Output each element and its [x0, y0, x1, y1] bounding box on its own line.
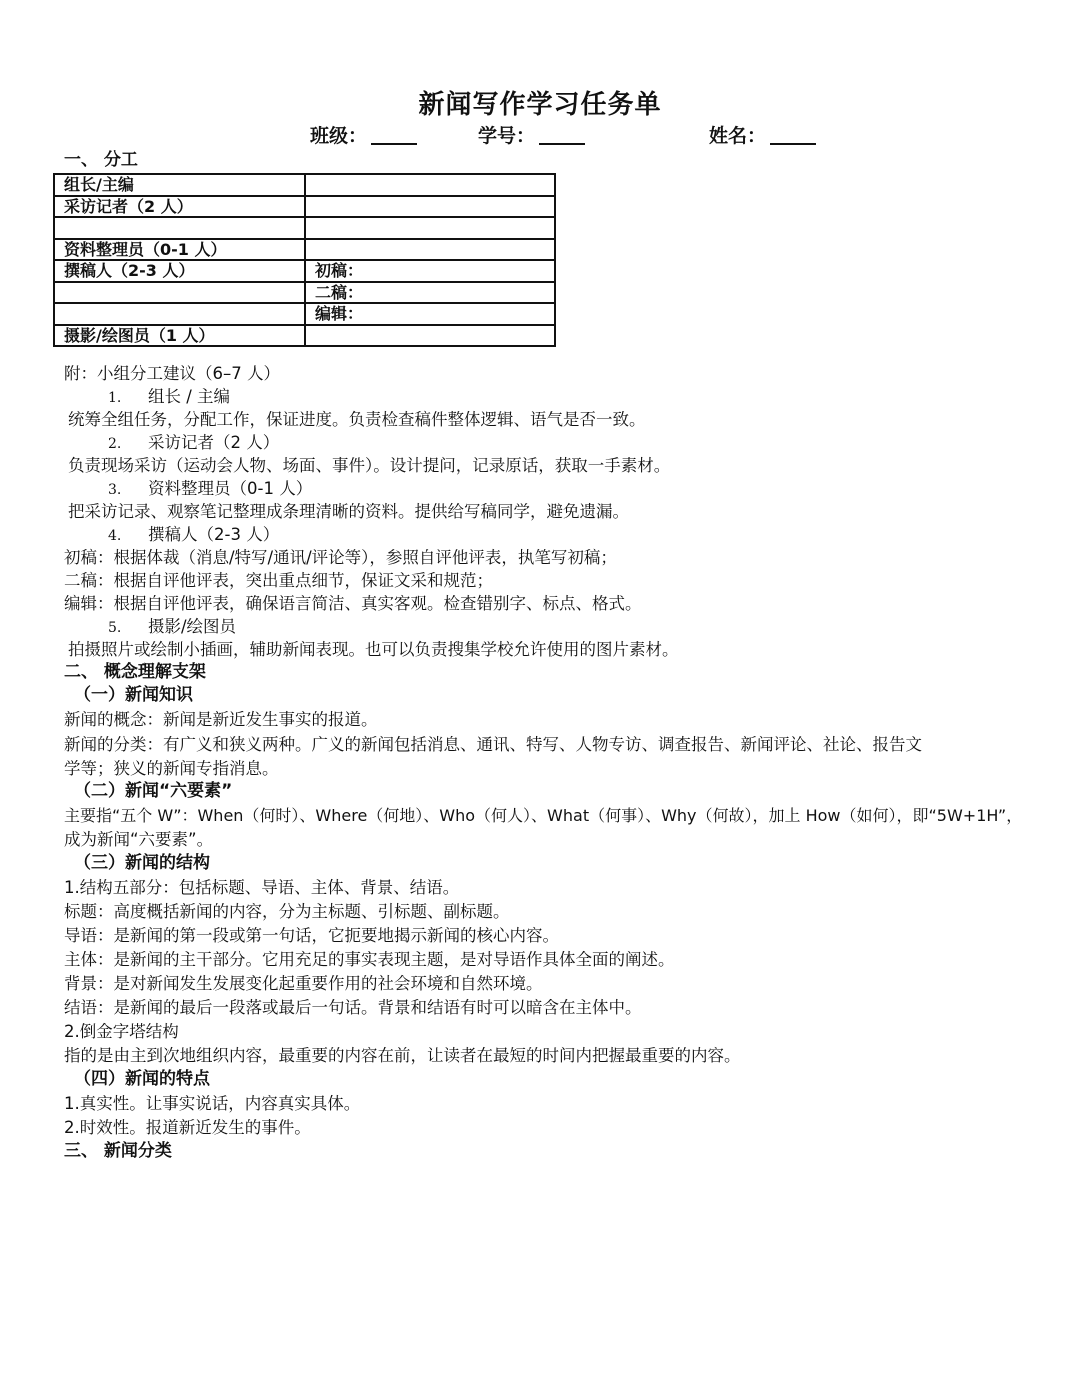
- role-title: 3. 资料整理员（0-1 人）: [108, 479, 313, 498]
- role-title: 2. 采访记者（2 人）: [108, 433, 280, 452]
- section-3-heading: 三、 新闻分类: [64, 1141, 172, 1161]
- paragraph-line: 主要指“五个 W”：When（何时）、Where（何地）、Who（何人）、What（何事）、Why（何故），加上 How（如何），即“5W+1H”，: [64, 806, 1023, 825]
- paragraph-line: 2.倒金字塔结构: [64, 1022, 179, 1041]
- table-row: [54, 282, 555, 304]
- paragraph-line: 主体：是新闻的主干部分。它用充足的事实表现主题，是对导语作具体全面的阐述。: [64, 950, 675, 969]
- paragraph-line: 新闻的分类：有广义和狭义两种。广义的新闻包括消息、通讯、特写、人物专访、调查报告、新闻评论、社论、报告文: [64, 735, 922, 754]
- table-cell: [54, 217, 305, 239]
- table-cell: [54, 303, 305, 325]
- role-title: 1. 组长 / 主编: [108, 387, 231, 406]
- role-description: 初稿：根据体裁（消息/特写/通讯/评论等），参照自评他评表，执笔写初稿；: [64, 548, 617, 567]
- name-field: [709, 121, 816, 148]
- name-blank[interactable]: [770, 123, 816, 145]
- table-cell: 组长/主编: [54, 174, 305, 196]
- role-description: 把采访记录、观察笔记整理成条理清晰的资料。提供给写稿同学，避免遗漏。: [68, 502, 629, 521]
- table-row: [54, 217, 555, 239]
- paragraph-line: 背景：是对新闻发生发展变化起重要作用的社会环境和自然环境。: [64, 974, 543, 993]
- paragraph-line: 学等；狭义的新闻专指消息。: [64, 759, 279, 778]
- role-description: 统筹全组任务，分配工作，保证进度。负责检查稿件整体逻辑、语气是否一致。: [68, 410, 646, 429]
- division-table: [53, 173, 556, 347]
- paragraph-line: 1.结构五部分：包括标题、导语、主体、背景、结语。: [64, 878, 460, 897]
- subsection-heading: （二）新闻“六要素”: [74, 781, 233, 801]
- role-title: 5. 摄影/绘图员: [108, 617, 237, 636]
- table-row: [54, 325, 555, 347]
- subsection-heading: （三）新闻的结构: [74, 853, 210, 873]
- paragraph-line: 标题：高度概括新闻的内容，分为主标题、引标题、副标题。: [64, 902, 510, 921]
- role-description: 负责现场采访（运动会人物、场面、事件）。设计提问，记录原话，获取一手素材。: [68, 456, 671, 475]
- table-cell[interactable]: 二稿：: [305, 282, 555, 304]
- name-label: 姓名：: [709, 125, 767, 147]
- table-cell: 采访记者（2 人）: [54, 196, 305, 218]
- table-cell[interactable]: [305, 325, 555, 347]
- class-label: 班级：: [310, 125, 368, 147]
- class-field: [310, 121, 417, 148]
- table-cell: 撰稿人（2-3 人）: [54, 260, 305, 282]
- paragraph-line: 新闻的概念：新闻是新近发生事实的报道。: [64, 710, 378, 729]
- student-id-label: 学号：: [478, 125, 536, 147]
- table-cell: [54, 282, 305, 304]
- paragraph-line: 指的是由主到次地组织内容，最重要的内容在前，让读者在最短的时间内把握最重要的内容。: [64, 1046, 741, 1065]
- table-cell[interactable]: 编辑：: [305, 303, 555, 325]
- table-row: [54, 196, 555, 218]
- table-cell[interactable]: [305, 174, 555, 196]
- paragraph-line: 成为新闻“六要素”。: [64, 830, 214, 849]
- role-title: 4. 撰稿人（2-3 人）: [108, 525, 280, 544]
- student-id-blank[interactable]: [539, 123, 585, 145]
- table-cell[interactable]: [305, 196, 555, 218]
- table-cell[interactable]: [305, 239, 555, 261]
- table-row: [54, 303, 555, 325]
- subsection-heading: （一）新闻知识: [74, 685, 193, 705]
- table-cell[interactable]: [305, 217, 555, 239]
- paragraph-line: 1.真实性。让事实说话，内容真实具体。: [64, 1094, 361, 1113]
- table-cell: 摄影/绘图员（1 人）: [54, 325, 305, 347]
- role-description: 二稿：根据自评他评表，突出重点细节，保证文采和规范；: [64, 571, 493, 590]
- table-row: [54, 260, 555, 282]
- section-1-heading: 一、 分工: [64, 150, 138, 170]
- class-blank[interactable]: [371, 123, 417, 145]
- subsection-heading: （四）新闻的特点: [74, 1069, 210, 1089]
- role-description: 编辑：根据自评他评表，确保语言简洁、真实客观。检查错别字、标点、格式。: [64, 594, 642, 613]
- paragraph-line: 结语：是新闻的最后一段落或最后一句话。背景和结语有时可以暗含在主体中。: [64, 998, 642, 1017]
- division-note: 附：小组分工建议（6–7 人）: [64, 364, 280, 383]
- student-id-field: [478, 121, 585, 148]
- table-row: [54, 239, 555, 261]
- page-title: 新闻写作学习任务单: [418, 90, 662, 120]
- section-2-heading: 二、 概念理解支架: [64, 662, 206, 682]
- paragraph-line: 导语：是新闻的第一段或第一句话，它扼要地揭示新闻的核心内容。: [64, 926, 559, 945]
- table-cell: 资料整理员（0-1 人）: [54, 239, 305, 261]
- role-description: 拍摄照片或绘制小插画，辅助新闻表现。也可以负责搜集学校允许使用的图片素材。: [68, 640, 679, 659]
- table-row: [54, 174, 555, 196]
- paragraph-line: 2.时效性。报道新近发生的事件。: [64, 1118, 311, 1137]
- table-cell[interactable]: 初稿：: [305, 260, 555, 282]
